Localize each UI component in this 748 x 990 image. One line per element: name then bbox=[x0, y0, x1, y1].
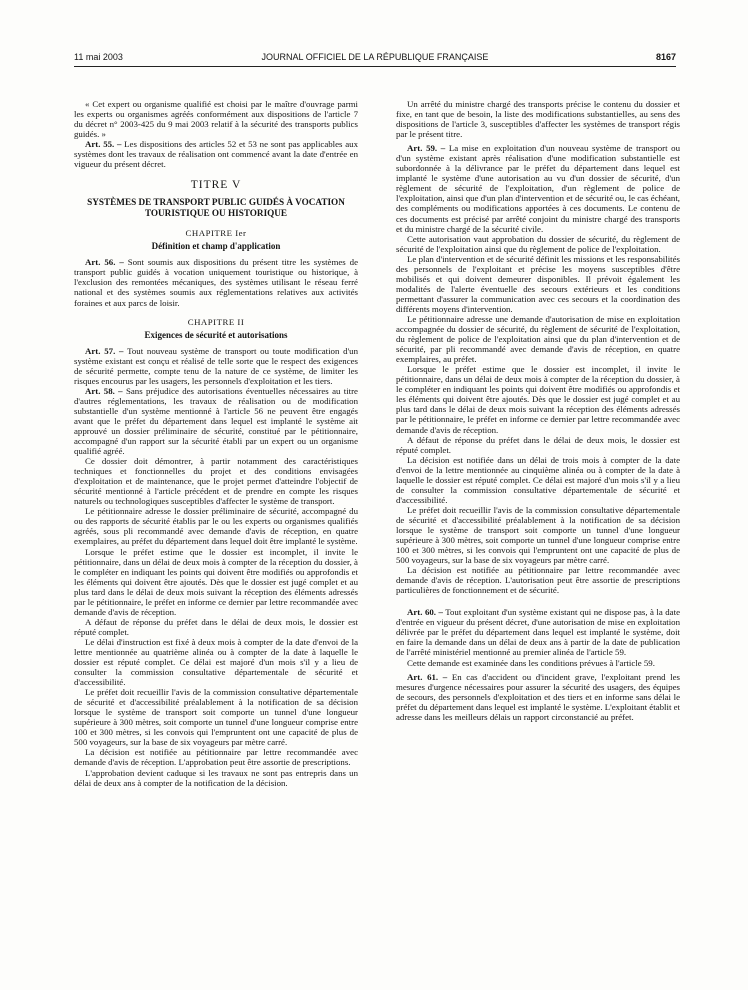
article-label: Art. 56. – bbox=[85, 257, 124, 268]
paragraph: Lorsque le préfet estime que le dossier est incomplet, il invite le pétitionnaire, dans un délai de deux mois à compter de la réception du dossier, à le compléter en indiquant les points qui doivent être modifiés ou approfondis et les éléments qui doivent être ajoutés. Dès que le dossier est jugé complet et au plus tard dans le délai de deux mois suivant la réception des éléments adressés par le pétitionnaire, le préfet en informe ce dernier par lettre recommandée avec demande d'avis de réception. bbox=[396, 364, 680, 435]
paragraph: Le plan d'intervention et de sécurité définit les missions et les responsabilités des personnels de l'exploitant et précise les moyens susceptibles d'être mobilisés et qui doivent demeurer disponibles. Il prévoit également les modalités de l'alerte éventuelle des secours extérieurs et les conditions permettant d'assurer la communication avec ces secours et la coordination des différents moyens d'intervention. bbox=[396, 253, 680, 314]
paragraph: Le préfet doit recueillir l'avis de la commission consultative départementale de sécurité et d'accessibilité préalablement à la notification de sa décision lorsque le système de transport soit comporte un tunnel d'une longueur supérieure à 300 mètres, soit comporte un tunnel d'une longueur comprise entre 100 et 300 mètres, si les convois qui l'empruntent ont une capacité de plus de 500 voyageurs, sur la base de six voyageurs par mètre carré. bbox=[396, 504, 680, 566]
titre-subject: SYSTÈMES DE TRANSPORT PUBLIC GUIDÉS À VOCATION TOURISTIQUE OU HISTORIQUE bbox=[87, 197, 345, 219]
paragraph: Cette autorisation vaut approbation du dossier de sécurité, du règlement de sécurité de l'exploitation ainsi que du règlement de police de l'exploitation. bbox=[396, 233, 680, 254]
right-column bbox=[396, 99, 680, 722]
paragraph: Cette demande est examinée dans les conditions prévues à l'article 59. bbox=[407, 657, 655, 668]
article-56 bbox=[74, 257, 358, 307]
chapter-2-title: Exigences de sécurité et autorisations bbox=[144, 329, 288, 340]
header-journal-title: JOURNAL OFFICIEL DE LA RÉPUBLIQUE FRANÇAISE bbox=[261, 52, 489, 62]
article-60 bbox=[396, 607, 680, 657]
header-page-number: 8167 bbox=[655, 52, 676, 62]
article-text: Sans préjudice des autorisations éventuelles nécessaires au titre d'autres réglementations, les travaux de réalisation ou de modification substantielle d'un système mentionné à l'article 56 ne peuvent être engagés avant que le préfet du département dans lequel est implanté le système ait approuvé un dossier préliminaire de sécurité, constitué par le pétitionnaire, accompagné d'un rapport sur la sécurité établi par un expert ou un organisme qualifié agréé. bbox=[74, 385, 358, 457]
header-rule bbox=[74, 66, 676, 67]
article-text: En cas d'accident ou d'incident grave, l'exploitant prend les mesures d'urgence nécessaires pour assurer la sécurité des usagers, des équipes de secours, des personnels d'exploitation et des tiers et en informe sans délai le préfet du département dans lequel est implanté le système. L'exploitant établit et adresse dans les meilleurs délais un rapport circonstancié au préfet. bbox=[396, 671, 681, 722]
article-label: Art. 58. – bbox=[85, 385, 123, 396]
header-date: 11 mai 2003 bbox=[74, 52, 123, 62]
article-label: Art. 59. – bbox=[407, 143, 446, 154]
paragraph: La décision est notifiée dans un délai de trois mois à compter de la date d'envoi de la lettre mentionnée au cinquième alinéa ou à compter de la date à laquelle le dossier est réputé complet. Ce délai est majoré d'un mois s'il y a lieu de consulter la commission consultative départementale de sécurité et d'accessibilité. bbox=[396, 454, 680, 505]
paragraph: Un arrêté du ministre chargé des transports précise le contenu du dossier et fixe, en tant que de besoin, la liste des modifications substantielles, au sens des dispositions de l'article 3, susceptibles d'affecter les systèmes de transport régis par le présent titre. bbox=[396, 99, 680, 140]
article-58 bbox=[74, 386, 358, 456]
paragraph: Le pétitionnaire adresse le dossier préliminaire de sécurité, accompagné du ou des rapports de sécurité établis par le ou les experts ou organismes qualifiés agréés, sous pli recommandé avec demande d'avis de réception, en quatre exemplaires, au préfet du département dans lequel doit être implanté le système. bbox=[74, 506, 358, 547]
paragraph: La décision est notifiée au pétitionnaire par lettre recommandée avec demande d'avis de réception. L'approbation peut être assortie de prescriptions. bbox=[74, 747, 358, 768]
paragraph: « Cet expert ou organisme qualifié est choisi par le maître d'ouvrage parmi les experts ou organismes agréés conformément aux dispositions de l'article 7 du décret n° 2003-425 du 9 mai 2003 relatif à la sécurité des transports publics guidés. » bbox=[74, 99, 358, 140]
paragraph: A défaut de réponse du préfet dans le délai de deux mois, le dossier est réputé complet. bbox=[396, 434, 680, 455]
paragraph: Le délai d'instruction est fixé à deux mois à compter de la date d'envoi de la lettre mentionnée au quatrième alinéa ou à compter de la date à laquelle le dossier est réputé complet. Ce délai est majoré d'un mois s'il y a lieu de consulter la commission consultative départementale de sécurité et d'accessibilité. bbox=[74, 636, 358, 688]
article-text: Sont soumis aux dispositions du présent titre les systèmes de transport public guidés à vocation uniquement touristique ou historique, à l'exclusion des remontées mécaniques, des systèmes utilisant le réseau ferré national et des systèmes soumis aux réglementations relatives aux activités foraines et aux parcs de loisir. bbox=[74, 257, 358, 308]
article-61 bbox=[396, 672, 680, 722]
paragraph: L'approbation devient caduque si les travaux ne sont pas entrepris dans un délai de deux ans à compter de la notification de la décision. bbox=[74, 767, 358, 788]
chapter-2-heading: CHAPITRE II bbox=[187, 316, 245, 327]
left-column bbox=[74, 99, 358, 788]
article-label: Art. 60. – bbox=[407, 607, 443, 618]
article-55 bbox=[74, 139, 358, 169]
article-label: Art. 55. – bbox=[85, 139, 122, 150]
chapter-1-title: Définition et champ d'application bbox=[151, 241, 281, 252]
article-57 bbox=[74, 346, 358, 386]
article-text: Tout exploitant d'un système existant qui ne dispose pas, à la date d'entrée en vigueur du présent décret, d'une autorisation de mise en exploitation délivrée par le préfet du département dans lequel est implanté le système, doit en faire la demande dans un délai de deux ans à partir de la date de publication de l'arrêté ministériel mentionné au premier alinéa de l'article 59. bbox=[396, 607, 680, 658]
paragraph: Le préfet doit recueillir l'avis de la commission consultative départementale de sécurité et d'accessibilité préalablement à la notification de sa décision lorsque le système de transport soit comporte un tunnel d'une longueur supérieure à 300 mètres, soit comporte un tunnel d'une longueur comprise entre 100 et 300 mètres, si les convois qui l'empruntent ont une capacité de plus de 500 voyageurs, sur la base de six voyageurs par mètre carré. bbox=[74, 687, 358, 748]
paragraph: Ce dossier doit démontrer, à partir notamment des caractéristiques techniques et fonctionnelles du projet et des conditions envisagées d'exploitation et de maintenance, que le projet permet d'atteindre l'objectif de sécurité mentionné à l'article précédent et de prendre en compte les risques naturels ou technologiques susceptibles d'affecter le système de transport. bbox=[74, 456, 358, 507]
article-59 bbox=[396, 143, 680, 233]
paragraph: A défaut de réponse du préfet dans le délai de deux mois, le dossier est réputé complet. bbox=[74, 616, 358, 637]
article-text: Tout nouveau système de transport ou toute modification d'un système existant est conçu et réalisé de telle sorte que le respect des exigences de sécurité permette, compte tenu de la nature de ce système, de limiter les risques encourus par les usagers, les personnels d'exploitation et les tiers. bbox=[74, 345, 359, 386]
titre-heading: TITRE V bbox=[190, 179, 242, 192]
paragraph: La décision est notifiée au pétitionnaire par lettre recommandée avec demande d'avis de réception. L'autorisation peut être assortie de prescriptions particulières de fonctionnement et de sécurité. bbox=[396, 565, 680, 596]
page-header bbox=[74, 52, 676, 66]
paragraph: Lorsque le préfet estime que le dossier est incomplet, il invite le pétitionnaire, dans un délai de deux mois à compter de la réception du dossier, à le compléter en indiquant les points qui doivent être modifiés ou approfondis et les éléments qui doivent être ajoutés. Dès que le dossier est jugé complet et au plus tard dans le délai de deux mois suivant la réception des éléments adressés par le pétitionnaire, le préfet en informe ce dernier par lettre recommandée avec demande d'avis de réception. bbox=[74, 546, 358, 617]
paragraph: Le pétitionnaire adresse une demande d'autorisation de mise en exploitation accompagnée du dossier de sécurité, du règlement de sécurité de l'exploitation, du règlement de police de l'exploitation ainsi que du plan d'intervention et de sécurité, par pli recommandé avec demande d'avis de réception, en quatre exemplaires, au préfet. bbox=[396, 313, 680, 365]
article-label: Art. 61. – bbox=[407, 671, 448, 682]
chapter-1-heading: CHAPITRE Ier bbox=[185, 228, 247, 239]
article-text: La mise en exploitation d'un nouveau système de transport ou d'un système existant après réalisation d'une modification substantielle est subordonnée à la délivrance par le préfet du département dans lequel est implanté le système d'une autorisation au vu d'un dossier de sécurité, d'un règlement de sécurité de l'exploitation, d'un règlement de police de l'exploitation, ainsi que d'un plan d'intervention et de sécurité ou, le cas échéant, des compléments ou modifications apportées à ces documents. Le contenu de ces documents est précisé par arrêté conjoint du ministre chargé des transports et du ministre chargé de la sécurité civile. bbox=[396, 143, 681, 234]
article-text: Les dispositions des articles 52 et 53 ne sont pas applicables aux systèmes dont les travaux de réalisation ont commencé avant la date d'entrée en vigueur du présent décret. bbox=[74, 139, 358, 170]
article-label: Art. 57. – bbox=[85, 345, 124, 356]
